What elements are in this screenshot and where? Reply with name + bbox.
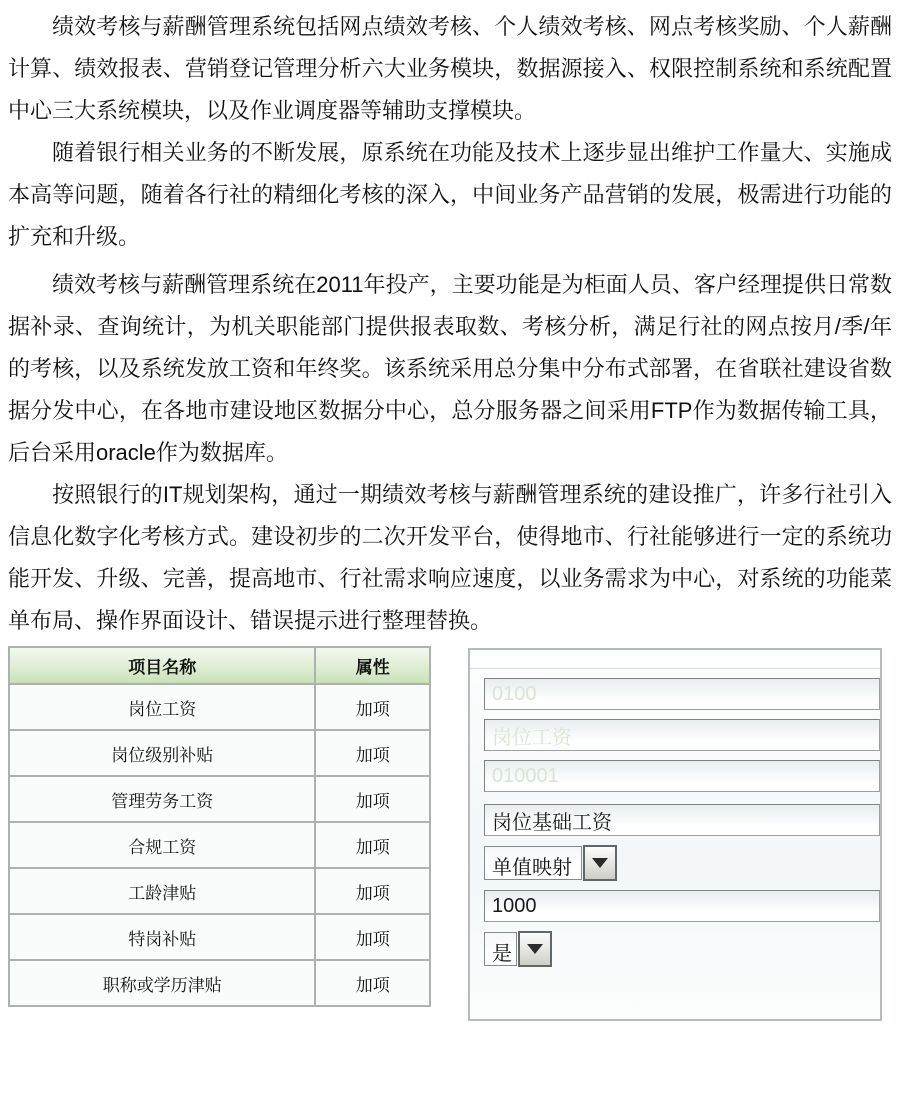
item-name-cell: 管理劳务工资 (9, 776, 315, 822)
paragraph-2: 随着银行相关业务的不断发展，原系统在功能及技术上逐步显出维护工作量大、实施成本高等问题，随着各行社的精细化考核的深入，中间业务产品营销的发展，极需进行功能的扩充和升级。 (8, 140, 892, 249)
item-edit-panel (468, 648, 882, 1021)
item-name-cell: 岗位级别补贴 (9, 730, 315, 776)
attribute-cell: 加项 (315, 960, 430, 1006)
enabled-flag-dropdown-button[interactable] (518, 931, 552, 967)
mapping-type-dropdown-button[interactable] (583, 845, 617, 881)
salary-items-table (8, 646, 431, 1007)
chevron-down-icon (527, 944, 543, 954)
paragraph-3: 绩效考核与薪酬管理系统在2011年投产，主要功能是为柜面人员、客户经理提供日常数据补录、查询统计，为机关职能部门提供报表取数、考核分析，满足行社的网点按月/季/年的考核，以及系统发放工资和年终奖。该系统采用总分集中分布式部署，在省联社建设省数据分发中心，在各地市建设地区数据分中心，总分服务器之间采用FTP作为数据传输工具，后台采用oracle作为数据库。 (8, 272, 892, 465)
attribute-cell: 加项 (315, 914, 430, 960)
table-row (9, 684, 430, 730)
amount-field[interactable] (484, 890, 880, 922)
table-row (9, 822, 430, 868)
panel-header-strip (470, 650, 880, 669)
attribute-cell: 加项 (315, 776, 430, 822)
table-row (9, 730, 430, 776)
item-name-cell: 特岗补贴 (9, 914, 315, 960)
column-header-item-name: 项目名称 (9, 647, 315, 684)
table-row (9, 776, 430, 822)
item-name-cell: 合规工资 (9, 822, 315, 868)
table-row (9, 914, 430, 960)
paragraph-4: 按照银行的IT规划架构，通过一期绩效考核与薪酬管理系统的建设推广，许多行社引入信息化数字化考核方式。建设初步的二次开发平台，使得地市、行社能够进行一定的系统功能开发、升级、完善，提高地市、行社需求响应速度，以业务需求为中心，对系统的功能菜单布局、操作界面设计、错误提示进行整理替换。 (8, 482, 892, 633)
table-row (9, 868, 430, 914)
item-name-field (484, 719, 880, 751)
item-subcode-field (484, 760, 880, 792)
item-name-cell: 岗位工资 (9, 684, 315, 730)
figures-section (8, 646, 892, 1026)
attribute-cell: 加项 (315, 868, 430, 914)
attribute-cell: 加项 (315, 822, 430, 868)
item-code-field (484, 678, 880, 710)
item-name-cell: 工龄津贴 (9, 868, 315, 914)
paragraph-1: 绩效考核与薪酬管理系统包括网点绩效考核、个人绩效考核、网点考核奖励、个人薪酬计算、绩效报表、营销登记管理分析六大业务模块，数据源接入、权限控制系统和系统配置中心三大系统模块，以及作业调度器等辅助支撑模块。 (8, 14, 892, 123)
attribute-cell: 加项 (315, 730, 430, 776)
mapping-type-select[interactable] (484, 846, 617, 881)
mapping-type-value: 单值映射 (484, 846, 582, 880)
table-row (9, 960, 430, 1006)
item-display-name-field[interactable] (484, 804, 880, 836)
enabled-flag-select[interactable] (484, 932, 552, 967)
enabled-flag-value: 是 (484, 932, 517, 966)
chevron-down-icon (592, 858, 608, 868)
table-header-row (9, 647, 430, 684)
item-name-cell: 职称或学历津贴 (9, 960, 315, 1006)
attribute-cell: 加项 (315, 684, 430, 730)
column-header-attribute: 属性 (315, 647, 430, 684)
